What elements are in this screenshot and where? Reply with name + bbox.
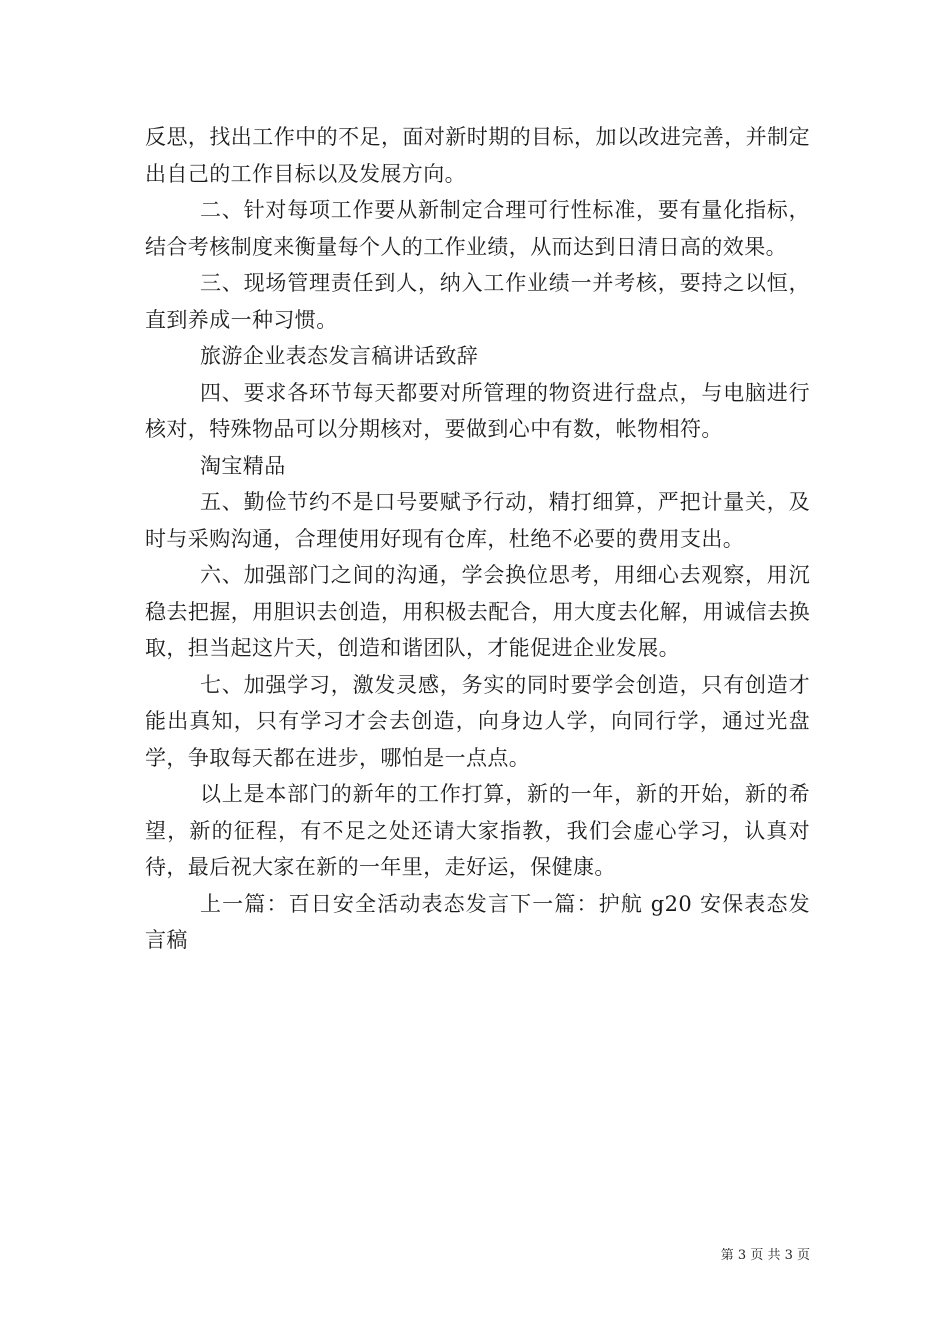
paragraph-item-5: 五、勤俭节约不是口号要赋予行动，精打细算，严把计量关，及时与采购沟通，合理使用好现有仓库，杜绝不必要的费用支出。 (145, 490, 810, 551)
paragraph-continuation: 反思，找出工作中的不足，面对新时期的目标，加以改进完善，并制定出自己的工作目标以及发展方向。 (145, 125, 810, 186)
document-body (145, 119, 810, 959)
page-number-footer: 第 3 页 共 3 页 (720, 1248, 810, 1263)
paragraph-item-6: 六、加强部门之间的沟通，学会换位思考，用细心去观察，用沉稳去把握，用胆识去创造，用积极去配合，用大度去化解，用诚信去换取，担当起这片天，创造和谐团队，才能促进企业发展。 (145, 563, 810, 660)
paragraph-conclusion: 以上是本部门的新年的工作打算，新的一年，新的开始，新的希望，新的征程，有不足之处还请大家指教，我们会虚心学习，认真对待，最后祝大家在新的一年里，走好运，保健康。 (145, 782, 810, 879)
paragraph-inserted-label: 淘宝精品 (200, 453, 286, 478)
paragraph-item-3: 三、现场管理责任到人，纳入工作业绩一并考核，要持之以恒，直到养成一种习惯。 (145, 271, 810, 332)
paragraph-item-4: 四、要求各环节每天都要对所管理的物资进行盘点，与电脑进行核对，特殊物品可以分期核对，要做到心中有数，帐物相符。 (145, 380, 810, 441)
paragraph-item-2: 二、针对每项工作要从新制定合理可行性标准，要有量化指标，结合考核制度来衡量每个人的工作业绩，从而达到日清日高的效果。 (145, 198, 810, 259)
paragraph-prev-next-links: 上一篇：百日安全活动表态发言下一篇：护航 g20 安保表态发言稿 (145, 891, 810, 952)
paragraph-item-7: 七、加强学习，激发灵感，务实的同时要学会创造，只有创造才能出真知，只有学习才会去创造，向身边人学，向同行学，通过光盘学，争取每天都在进步，哪怕是一点点。 (145, 672, 810, 770)
paragraph-inserted-title: 旅游企业表态发言稿讲话致辞 (200, 344, 479, 368)
